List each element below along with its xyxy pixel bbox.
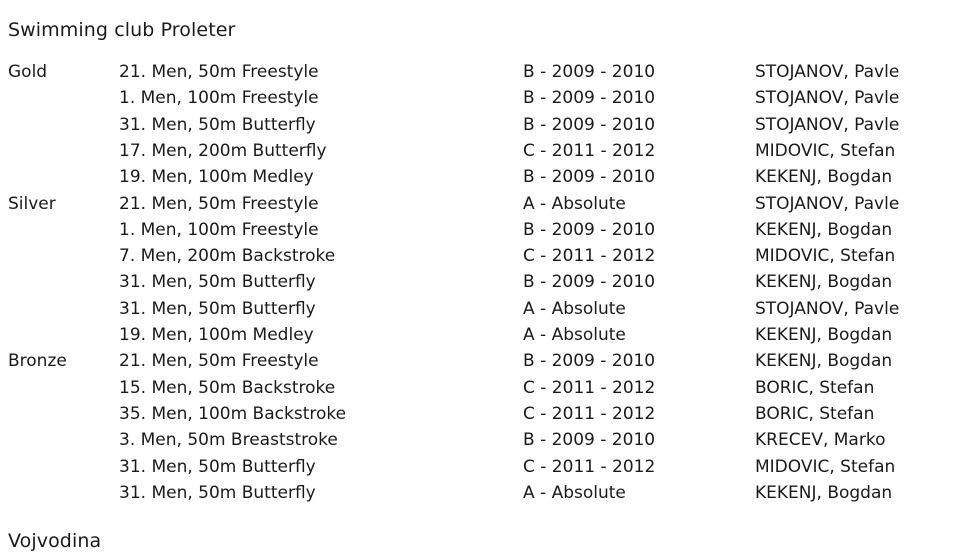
age-category: A - Absolute bbox=[523, 299, 626, 319]
event-name: 31. Men, 50m Butterfly bbox=[119, 272, 316, 292]
age-category: B - 2009 - 2010 bbox=[523, 167, 656, 187]
age-category: B - 2009 - 2010 bbox=[523, 88, 656, 108]
swimmer-name: KRECEV, Marko bbox=[755, 430, 886, 450]
swimmer-name: KEKENJ, Bogdan bbox=[755, 483, 893, 503]
swimmer-name: STOJANOV, Pavle bbox=[755, 115, 900, 135]
age-category: B - 2009 - 2010 bbox=[523, 351, 656, 371]
medal-label: Gold bbox=[8, 62, 48, 82]
event-name: 1. Men, 100m Freestyle bbox=[119, 88, 319, 108]
age-category: B - 2009 - 2010 bbox=[523, 430, 656, 450]
swimmer-name: KEKENJ, Bogdan bbox=[755, 220, 893, 240]
event-name: 31. Men, 50m Butterfly bbox=[119, 299, 316, 319]
age-category: C - 2011 - 2012 bbox=[523, 378, 656, 398]
club-title: Vojvodina bbox=[8, 530, 102, 552]
event-name: 3. Men, 50m Breaststroke bbox=[119, 430, 338, 450]
swimmer-name: MIDOVIC, Stefan bbox=[755, 141, 896, 161]
age-category: C - 2011 - 2012 bbox=[523, 404, 656, 424]
event-name: 21. Men, 50m Freestyle bbox=[119, 351, 319, 371]
swimmer-name: STOJANOV, Pavle bbox=[755, 299, 900, 319]
event-name: 17. Men, 200m Butterfly bbox=[119, 141, 327, 161]
swimmer-name: BORIC, Stefan bbox=[755, 404, 875, 424]
age-category: A - Absolute bbox=[523, 483, 626, 503]
age-category: C - 2011 - 2012 bbox=[523, 141, 656, 161]
event-name: 7. Men, 200m Backstroke bbox=[119, 246, 336, 266]
age-category: A - Absolute bbox=[523, 325, 626, 345]
swimmer-name: BORIC, Stefan bbox=[755, 378, 875, 398]
swimmer-name: STOJANOV, Pavle bbox=[755, 88, 900, 108]
swimmer-name: STOJANOV, Pavle bbox=[755, 62, 900, 82]
event-name: 31. Men, 50m Butterfly bbox=[119, 115, 316, 135]
medal-label: Bronze bbox=[8, 351, 67, 371]
swimmer-name: KEKENJ, Bogdan bbox=[755, 167, 893, 187]
medal-label: Silver bbox=[8, 194, 56, 214]
event-name: 31. Men, 50m Butterfly bbox=[119, 457, 316, 477]
swimmer-name: KEKENJ, Bogdan bbox=[755, 272, 893, 292]
swimmer-name: KEKENJ, Bogdan bbox=[755, 351, 893, 371]
event-name: 19. Men, 100m Medley bbox=[119, 167, 314, 187]
club-title: Swimming club Proleter bbox=[8, 19, 236, 41]
age-category: B - 2009 - 2010 bbox=[523, 115, 656, 135]
event-name: 15. Men, 50m Backstroke bbox=[119, 378, 336, 398]
event-name: 1. Men, 100m Freestyle bbox=[119, 220, 319, 240]
swimmer-name: MIDOVIC, Stefan bbox=[755, 457, 896, 477]
age-category: C - 2011 - 2012 bbox=[523, 246, 656, 266]
age-category: B - 2009 - 2010 bbox=[523, 272, 656, 292]
event-name: 21. Men, 50m Freestyle bbox=[119, 194, 319, 214]
swimmer-name: KEKENJ, Bogdan bbox=[755, 325, 893, 345]
swimmer-name: STOJANOV, Pavle bbox=[755, 194, 900, 214]
age-category: C - 2011 - 2012 bbox=[523, 457, 656, 477]
event-name: 31. Men, 50m Butterfly bbox=[119, 483, 316, 503]
age-category: A - Absolute bbox=[523, 194, 626, 214]
swimmer-name: MIDOVIC, Stefan bbox=[755, 246, 896, 266]
event-name: 35. Men, 100m Backstroke bbox=[119, 404, 347, 424]
age-category: B - 2009 - 2010 bbox=[523, 62, 656, 82]
event-name: 19. Men, 100m Medley bbox=[119, 325, 314, 345]
event-name: 21. Men, 50m Freestyle bbox=[119, 62, 319, 82]
age-category: B - 2009 - 2010 bbox=[523, 220, 656, 240]
